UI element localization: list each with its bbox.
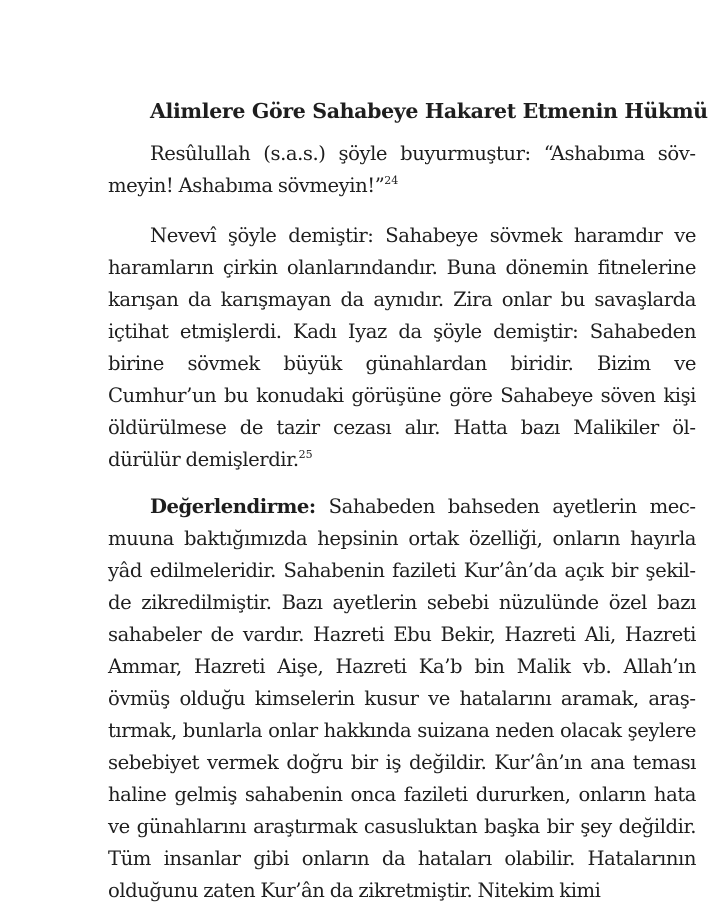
book-page [108, 96, 708, 907]
paragraph-text: Nevevî şöyle demiştir: Sahabeye sövmek haramdır ve haramların çirkin olanlarındandır. Buna dönemin fitnelerine karışan da karışmayan da aynıdır. Zira onlar bu savaşlarda içtihat etmişlerdi. Kadı Iyaz da şöyle demiştir: Sahabeden birine sövmek büyük günahlardan biridir. Bizim ve Cumhur’un bu konudaki görüşüne göre Sahabeye söven kişi öldürülmese de tazir cezası alır. Hatta bazı Malikiler öldürülür demişlerdir. [108, 224, 696, 471]
paragraph-text: Sahabeden bahseden ayetlerin mecmuuna baktığımızda hepsinin ortak özelliği, onların hayırla yâd edilmeleridir. Sahabenin fazileti Kur’ân’da açık bir şekilde zikredilmiştir. Bazı ayetlerin sebebi nüzulünde özel bazı sahabeler de vardır. Hazreti Ebu Bekir, Hazreti Ali, Hazreti Ammar, Hazreti Aişe, Hazreti Ka’b bin Malik vb. Allah’ın övmüş olduğu kimselerin kusur ve hatalarını aramak, araştırmak, bunlarla onlar hakkında suizana neden olacak şeylere sebebiyet vermek doğru bir iş değildir. Kur’ân’ın ana teması haline gelmiş sahabenin onca fazileti dururken, onların hata ve günahlarını araştırmak casusluktan başka bir şey değildir. Tüm insanlar gibi onların da hataları olabilir. Hatalarının olduğunu zaten Kur’ân da zikretmiştir. Nitekim kimi [108, 495, 696, 902]
footnote-marker[interactable]: 25 [298, 448, 313, 461]
paragraph-nevevi [108, 220, 696, 476]
footnote-marker[interactable]: 24 [384, 174, 399, 187]
paragraph-lead: Değerlendirme: [150, 495, 316, 518]
section-heading: Alimlere Göre Sahabeye Hakaret Etmenin Hükmü [150, 99, 708, 123]
paragraph-hadith [108, 138, 696, 202]
paragraph-text: Resûlullah (s.a.s.) şöyle buyurmuştur: “Ashabıma sövmeyin! Ashabıma sövmeyin!” [108, 142, 696, 197]
paragraph-evaluation [108, 491, 696, 907]
